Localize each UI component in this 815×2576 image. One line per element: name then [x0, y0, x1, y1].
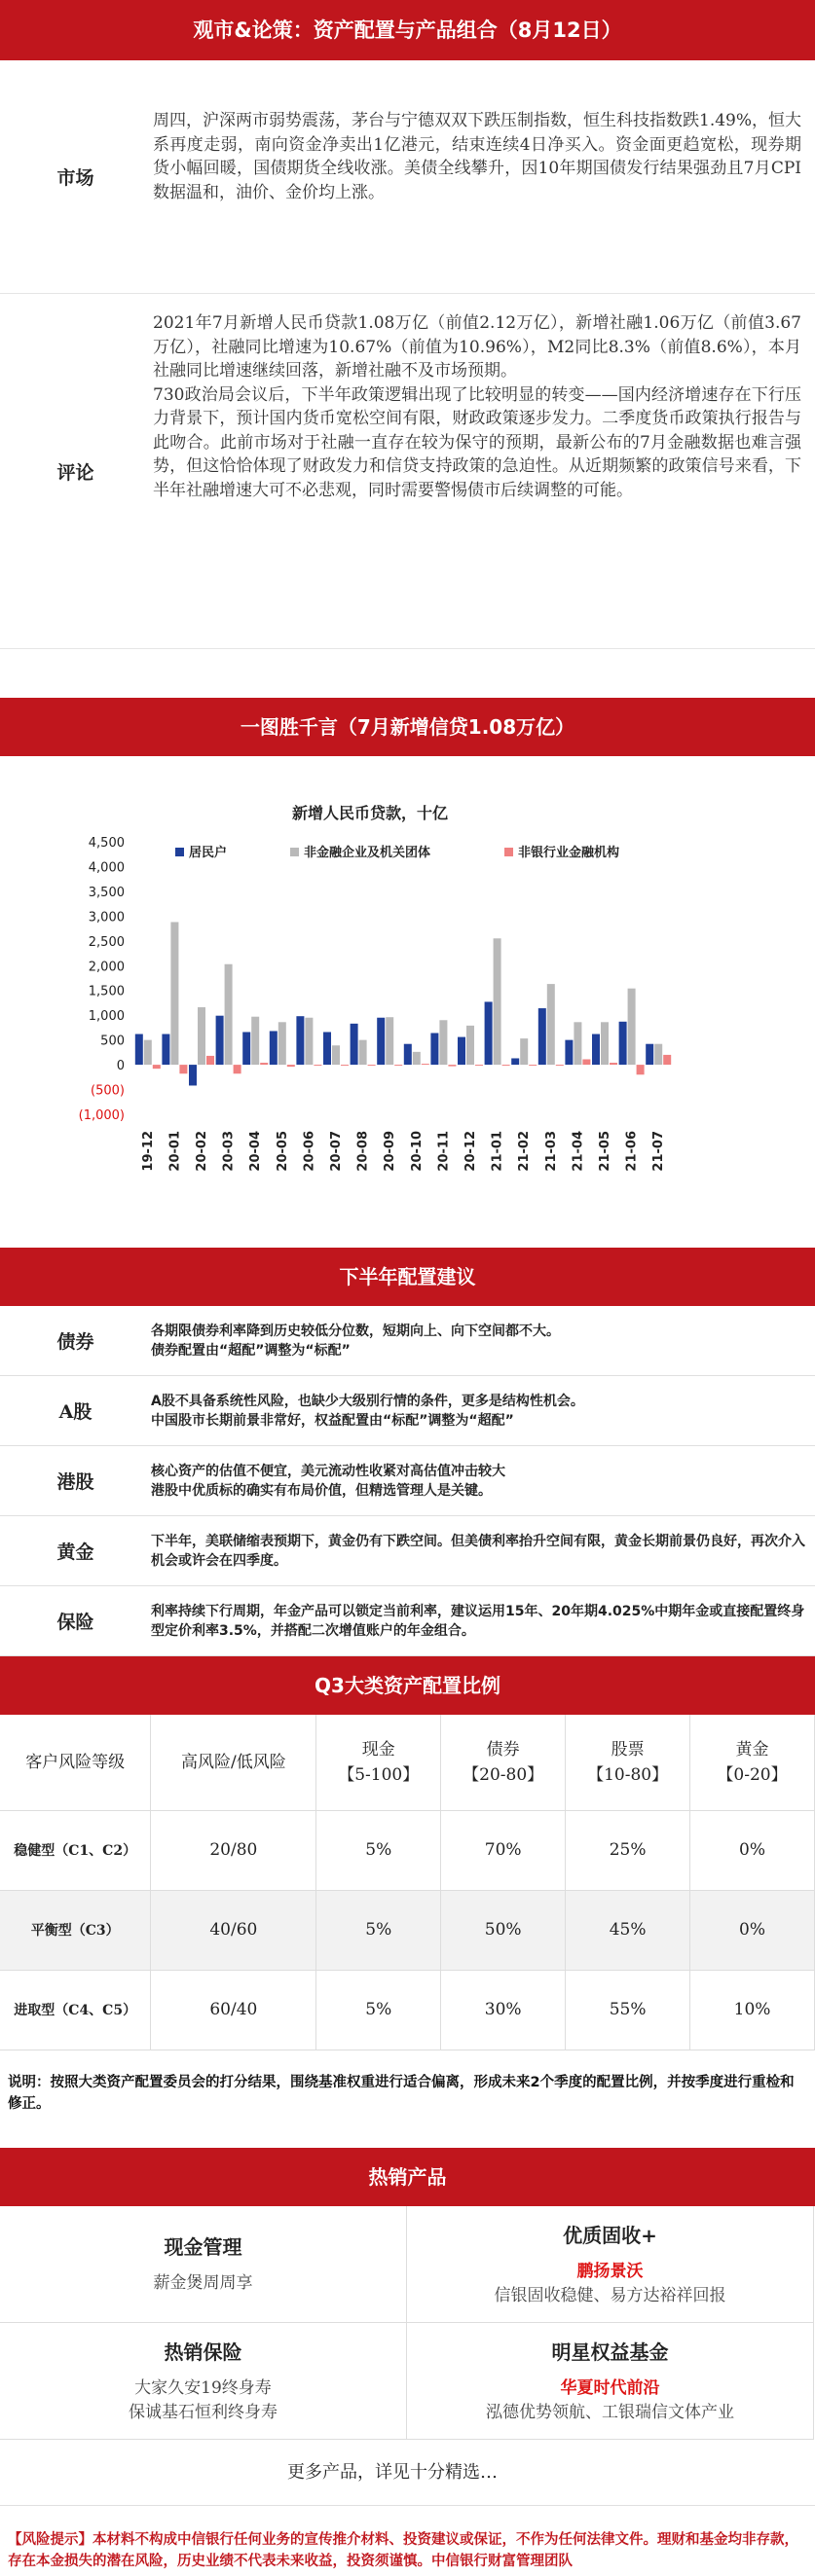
bar-20-06-2: [314, 1065, 321, 1066]
bar-20-07-1: [332, 1045, 340, 1065]
bar-20-02-1: [198, 1007, 205, 1065]
allocation-cell-cash: 5%: [316, 1810, 441, 1890]
suggestions-list: [0, 1306, 815, 1656]
suggestion-row: [0, 1376, 815, 1446]
suggestion-row: [0, 1446, 815, 1516]
bar-20-05-2: [287, 1065, 295, 1067]
allocation-cell-ratio: 40/60: [151, 1890, 316, 1970]
allocation-cell-bond: 50%: [441, 1890, 566, 1970]
x-tick-label: 21-05: [598, 1131, 612, 1172]
allocation-cell-bond: 70%: [441, 1810, 566, 1890]
header-stock: 股票 【10-80】: [566, 1715, 690, 1810]
suggestion-label: 黄金: [56, 1542, 94, 1563]
suggestion-line: 下半年，美联储缩表预期下，黄金仍有下跌空间。但美债利率抬升空间有限，黄金长期前景仍良好，再次介入机会或许会在四季度。: [151, 1533, 805, 1569]
bar-20-01-2: [179, 1065, 187, 1073]
x-axis-labels: [141, 1131, 666, 1172]
bar-20-01-0: [162, 1034, 169, 1066]
allocation-cell-cash: 5%: [316, 1890, 441, 1970]
bar-20-11-2: [448, 1065, 456, 1067]
allocation-cell-bond: 30%: [441, 1970, 566, 2050]
chart-legend: [175, 845, 619, 860]
bar-21-02-2: [529, 1065, 537, 1066]
x-tick-label: 20-08: [355, 1131, 371, 1172]
header-gold: 黄金 【0-20】: [690, 1715, 815, 1810]
bar-20-08-2: [368, 1065, 376, 1066]
x-tick-label: 21-04: [571, 1131, 586, 1172]
x-tick-label: 20-05: [275, 1131, 290, 1172]
x-tick-label: 21-03: [543, 1131, 559, 1172]
bar-20-03-2: [234, 1065, 241, 1073]
product-cell[interactable]: [407, 2323, 814, 2440]
allocation-cell-gold: 0%: [690, 1890, 815, 1970]
product-category: 现金管理: [164, 2235, 242, 2259]
legend-swatch: [504, 848, 513, 856]
suggestion-text: [151, 1306, 815, 1375]
y-tick-label: 2,000: [88, 960, 125, 975]
y-tick-label: 4,500: [88, 836, 125, 851]
y-tick-label: 1,000: [88, 1009, 125, 1025]
x-tick-label: 19-12: [140, 1131, 156, 1172]
bar-20-10-0: [404, 1044, 412, 1065]
suggestion-label: 债券: [56, 1331, 94, 1353]
suggestion-text: [151, 1516, 815, 1585]
allocation-row: [0, 1970, 815, 2050]
allocation-title: Q3大类资产配置比例: [0, 1656, 815, 1715]
suggestion-line: 中国股市长期前景非常好，权益配置由“标配”调整为“超配”: [151, 1412, 514, 1429]
bar-20-04-2: [260, 1063, 268, 1065]
bar-20-12-0: [458, 1037, 465, 1066]
bar-20-12-1: [466, 1026, 474, 1065]
suggestion-text: [151, 1586, 815, 1655]
loan-chart: [0, 756, 815, 1248]
product-name[interactable]: 薪金煲周周享: [153, 2273, 253, 2293]
x-tick-label: 20-10: [409, 1131, 425, 1172]
x-tick-label: 20-11: [436, 1131, 452, 1172]
suggestion-label: 港股: [56, 1471, 94, 1493]
allocation-cell-ratio: 60/40: [151, 1970, 316, 2050]
product-category: 热销保险: [164, 2340, 242, 2364]
y-tick-label: (1,000): [78, 1108, 125, 1123]
product-name[interactable]: 大家久安19终身寿: [134, 2377, 272, 2398]
bar-20-09-1: [386, 1017, 393, 1065]
x-tick-label: 21-01: [490, 1131, 505, 1172]
bar-21-03-1: [547, 984, 555, 1065]
allocation-cell-gold: 0%: [690, 1810, 815, 1890]
comment-paragraph-1: 2021年7月新增人民币贷款1.08万亿（前值2.12万亿），新增社融1.06万亿（前值3.67万亿），社融同比增速为10.67%（前值为10.96%），M2同比8.3%（前值8.6%），本月社融同比增速继续回落，新增社融不及市场预期。: [153, 313, 801, 381]
legend-swatch: [175, 848, 184, 856]
allocation-row: [0, 1810, 815, 1890]
product-category: 明星权益基金: [551, 2340, 669, 2364]
allocation-cell-cash: 5%: [316, 1970, 441, 2050]
x-tick-label: 20-12: [463, 1131, 478, 1172]
x-tick-label: 20-07: [329, 1131, 344, 1172]
bar-21-01-0: [485, 1001, 493, 1065]
bar-21-01-2: [502, 1065, 510, 1066]
products-grid: [0, 2206, 815, 2440]
x-tick-label: 20-02: [195, 1131, 209, 1172]
bar-20-03-0: [216, 1016, 224, 1065]
x-tick-label: 20-03: [221, 1131, 237, 1172]
suggestion-row: [0, 1306, 815, 1376]
bar-21-03-0: [538, 1008, 546, 1065]
bar-21-06-0: [619, 1022, 627, 1065]
allocation-note: 说明：按照大类资产配置委员会的打分结果，围绕基准权重进行适合偏离，形成未来2个季度的配置比例，并按季度进行重检和修正。: [8, 2074, 795, 2112]
product-cell[interactable]: [0, 2206, 407, 2323]
x-tick-label: 21-06: [624, 1131, 640, 1172]
chart-bars: [135, 922, 671, 1085]
suggestion-line: 港股中优质标的确实有布局价值，但精选管理人是关键。: [151, 1482, 492, 1499]
y-tick-label: 4,000: [88, 860, 125, 876]
header-risk-level: 客户风险等级: [0, 1715, 151, 1810]
bar-21-02-1: [520, 1038, 528, 1065]
suggestion-line: 债券配置由“超配”调整为“标配”: [151, 1342, 351, 1359]
suggestion-text: [151, 1376, 815, 1445]
bar-21-06-2: [637, 1065, 645, 1074]
page-title: 观市&论策：资产配置与产品组合（8月12日）: [0, 0, 815, 60]
bar-20-04-0: [242, 1032, 250, 1065]
x-tick-label: 21-02: [517, 1131, 533, 1172]
bar-20-01-1: [170, 922, 178, 1065]
allocation-cell-stock: 55%: [566, 1970, 690, 2050]
product-name[interactable]: 泓德优势领航、工银瑞信文体产业: [486, 2402, 734, 2422]
bar-21-04-1: [574, 1022, 581, 1065]
bar-20-10-1: [413, 1052, 421, 1065]
bar-20-02-0: [189, 1065, 197, 1085]
bar-20-08-0: [351, 1024, 358, 1065]
x-tick-label: 20-04: [248, 1131, 264, 1172]
allocation-table: [0, 1715, 815, 2050]
suggestions-title: 下半年配置建议: [0, 1248, 815, 1306]
y-tick-label: 1,500: [88, 984, 125, 999]
bar-21-02-0: [511, 1058, 519, 1065]
header-risk-ratio: 高风险/低风险: [151, 1715, 316, 1810]
bar-20-12-2: [475, 1065, 483, 1066]
market-text: 周四，沪深两市弱势震荡，茅台与宁德双双下跌压制指数，恒生科技指数跌1.49%，恒大系再度走弱，南向资金净卖出1亿港元，结束连续4日净买入。资金面更趋宽松，现券期货小幅回暖，国债期货全线收涨。美债全线攀升，因10年期国债发行结果强劲且7月CPI数据温和，油价、金价均上涨。: [153, 111, 802, 202]
allocation-header-row: [0, 1715, 815, 1810]
product-name[interactable]: 信银固收稳健、易方达裕祥回报: [494, 2285, 726, 2305]
bar-20-07-0: [323, 1032, 331, 1065]
chart-title: 新增人民币贷款，十亿: [291, 804, 449, 822]
header-bond: 债券 【20-80】: [441, 1715, 566, 1810]
bar-21-01-1: [494, 938, 501, 1065]
allocation-cell-stock: 45%: [566, 1890, 690, 1970]
y-tick-label: 2,500: [88, 934, 125, 950]
bar-20-11-1: [439, 1020, 447, 1065]
bar-20-09-2: [394, 1065, 402, 1066]
market-section: [0, 60, 815, 294]
suggestion-text: [151, 1446, 815, 1515]
chart-container: [0, 756, 815, 1248]
bar-21-05-2: [610, 1063, 617, 1065]
allocation-row: [0, 1890, 815, 1970]
comment-body: [151, 294, 815, 648]
allocation-cell-ratio: 20/80: [151, 1810, 316, 1890]
allocation-cell-level: 平衡型（C3）: [0, 1890, 151, 1970]
x-tick-label: 20-06: [302, 1131, 317, 1172]
bar-20-04-1: [251, 1017, 259, 1065]
y-axis: [79, 836, 125, 1123]
bar-20-11-0: [430, 1034, 438, 1066]
x-tick-label: 20-09: [383, 1131, 398, 1172]
bar-21-06-1: [628, 989, 636, 1065]
market-label: 市场: [56, 167, 94, 189]
legend-label: 非银行业金融机构: [518, 846, 620, 860]
bar-20-07-2: [341, 1065, 349, 1066]
bar-21-04-0: [565, 1040, 573, 1065]
product-category: 优质固收+: [563, 2223, 657, 2247]
bar-21-04-2: [582, 1059, 590, 1065]
x-tick-label: 21-07: [651, 1131, 667, 1172]
legend-label: 非金融企业及机关团体: [304, 846, 431, 860]
suggestion-row: [0, 1516, 815, 1586]
bar-20-09-0: [377, 1018, 385, 1065]
comment-section: [0, 294, 815, 649]
product-name[interactable]: 保诚基石恒利终身寿: [129, 2402, 278, 2422]
bar-20-03-1: [225, 964, 233, 1065]
x-tick-label: 20-01: [167, 1131, 183, 1172]
allocation-cell-gold: 10%: [690, 1970, 815, 2050]
bar-20-08-1: [359, 1040, 367, 1065]
products-title: 热销产品: [0, 2148, 815, 2206]
product-highlight[interactable]: 华夏时代前沿: [560, 2377, 660, 2398]
bar-19-12-0: [135, 1034, 143, 1066]
header-cash: 现金 【5-100】: [316, 1715, 441, 1810]
suggestion-line: A股不具备系统性风险，也缺少大级别行情的条件，更多是结构性机会。: [151, 1393, 584, 1409]
product-cell[interactable]: [0, 2323, 407, 2440]
comment-label: 评论: [56, 461, 94, 484]
y-tick-label: 0: [116, 1059, 125, 1074]
bar-19-12-1: [144, 1040, 152, 1065]
bar-20-10-2: [422, 1064, 429, 1065]
spacer: [0, 649, 815, 698]
suggestion-row: [0, 1586, 815, 1656]
suggestion-line: 利率持续下行周期，年金产品可以锁定当前利率，建议运用15年、20年期4.025%中期年金或直接配置终身型定价利率3.5%，并搭配二次增值账户的年金组合。: [151, 1603, 805, 1639]
legend-swatch: [290, 848, 299, 856]
bar-20-05-0: [270, 1031, 278, 1065]
bar-20-06-0: [296, 1016, 304, 1065]
y-tick-label: (500): [91, 1083, 125, 1099]
more-products-link[interactable]: 更多产品，详见十分精选…: [0, 2440, 815, 2506]
allocation-cell-level: 进取型（C4、C5）: [0, 1970, 151, 2050]
bar-19-12-2: [153, 1065, 161, 1069]
legend-label: 居民户: [189, 846, 228, 860]
bar-20-02-2: [206, 1056, 214, 1065]
product-cell[interactable]: [407, 2206, 814, 2323]
chart-section-title: 一图胜千言（7月新增信贷1.08万亿）: [0, 698, 815, 756]
bar-21-03-2: [556, 1065, 564, 1066]
product-highlight[interactable]: 鹏扬景沃: [576, 2261, 644, 2281]
suggestion-label: A股: [58, 1401, 93, 1423]
suggestion-label: 保险: [56, 1612, 94, 1633]
bar-20-06-1: [305, 1018, 313, 1065]
bar-21-05-1: [601, 1022, 609, 1065]
bar-21-07-2: [663, 1055, 671, 1065]
risk-disclaimer: 【风险提示】本材料不构成中信银行任何业务的宣传推介材料、投资建议或保证，不作为任何法律文件。理财和基金均非存款，存在本金损失的潜在风险，历史业绩不代表未来收益，投资须谨慎。中信银行财富管理团队: [8, 2531, 798, 2569]
allocation-cell-stock: 25%: [566, 1810, 690, 1890]
allocation-cell-level: 稳健型（C1、C2）: [0, 1810, 151, 1890]
bar-21-07-1: [654, 1044, 662, 1065]
bar-20-05-1: [278, 1022, 286, 1065]
bar-21-05-0: [592, 1034, 600, 1066]
y-tick-label: 500: [100, 1034, 125, 1049]
suggestion-line: 各期限债券利率降到历史较低分位数，短期向上、向下空间都不大。: [151, 1323, 560, 1339]
y-tick-label: 3,000: [88, 910, 125, 925]
suggestion-line: 核心资产的估值不便宜，美元流动性收紧对高估值冲击较大: [151, 1463, 505, 1479]
y-tick-label: 3,500: [88, 885, 125, 900]
bar-21-07-0: [646, 1044, 653, 1065]
comment-paragraph-2: 730政治局会议后，下半年政策逻辑出现了比较明显的转变——国内经济增速存在下行压力背景下，预计国内货币宽松空间有限，财政政策逐步发力。二季度货币政策执行报告与此吻合。此前市场对于社融一直存在较为保守的预期，最新公布的7月金融数据也难言强势，但这恰恰体现了财政发力和信贷支持政策的急迫性。从近期频繁的政策信号来看，下半年社融增速大可不必悲观，同时需要警惕债市后续调整的可能。: [153, 384, 801, 500]
